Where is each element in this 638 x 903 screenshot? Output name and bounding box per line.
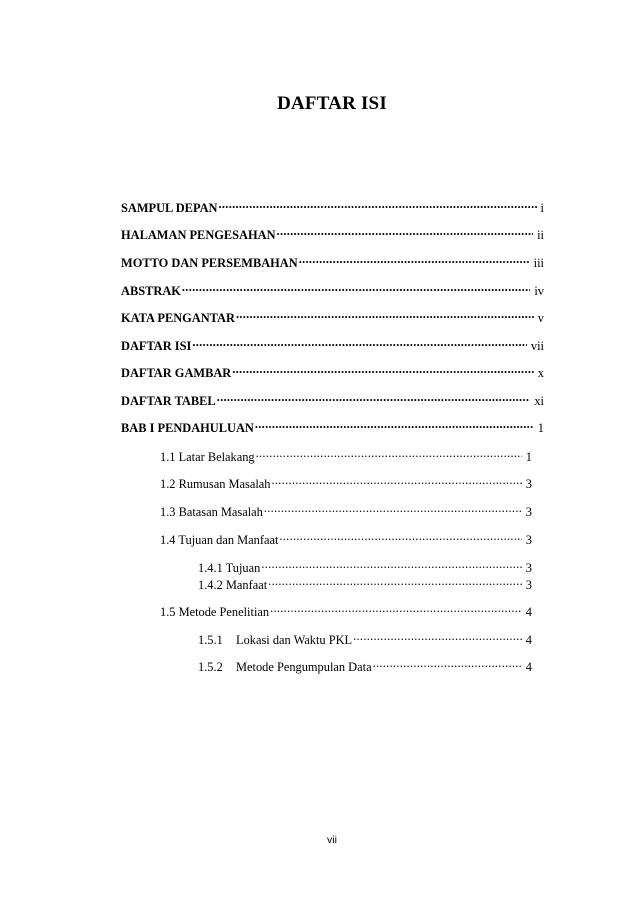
toc-entry-daftar-gambar[interactable]	[121, 362, 544, 381]
toc-entry-label-group	[198, 633, 352, 648]
dot-leader	[373, 656, 522, 671]
toc-entry-page: 4	[525, 633, 532, 647]
toc-entry-motto[interactable]	[121, 252, 544, 271]
toc-entry-page: 3	[525, 578, 532, 592]
toc-entry-1-4[interactable]	[160, 529, 532, 548]
toc-entry-number: 1.5.2	[198, 660, 223, 674]
dot-leader	[192, 335, 527, 350]
toc-entry-label: 1.5 Metode Penelitian	[160, 605, 270, 619]
toc-entry-daftar-isi[interactable]	[121, 335, 544, 354]
dot-leader	[268, 574, 522, 589]
page-title: DAFTAR ISI	[277, 93, 387, 114]
toc-entry-daftar-tabel[interactable]	[121, 390, 544, 409]
toc-entry-label: DAFTAR GAMBAR	[121, 366, 232, 380]
dot-leader	[219, 197, 537, 212]
toc-entry-kata-pengantar[interactable]	[121, 307, 544, 326]
dot-leader	[271, 473, 521, 488]
toc-entry-page: xi	[534, 394, 544, 408]
toc-entry-page: 3	[525, 533, 532, 547]
toc-entry-bab-i[interactable]	[121, 417, 544, 436]
toc-entry-label: 1.2 Rumusan Masalah	[160, 477, 271, 491]
toc-entry-label: KATA PENGANTAR	[121, 311, 235, 325]
toc-entry-1-5-2[interactable]	[198, 656, 532, 675]
toc-entry-sampul-depan[interactable]	[121, 197, 544, 216]
toc-entry-page: 3	[525, 505, 532, 519]
toc-entry-label: 1.4 Tujuan dan Manfaat	[160, 533, 279, 547]
toc-entry-page: i	[540, 201, 544, 215]
dot-leader	[353, 629, 522, 644]
toc-entry-1-5[interactable]	[160, 601, 532, 620]
dot-leader	[299, 252, 530, 267]
toc-entry-page: 1	[537, 421, 544, 435]
page-number-footer: vii	[327, 834, 337, 846]
toc-entry-label: BAB I PENDAHULUAN	[121, 421, 254, 435]
toc-entry-number: 1.5.1	[198, 633, 223, 647]
toc-entry-1-4-2[interactable]	[198, 574, 532, 593]
toc-entry-label: 1.1 Latar Belakang	[160, 450, 255, 464]
toc-entry-page: x	[537, 366, 544, 380]
toc-entry-page: 4	[525, 605, 532, 619]
toc-entry-label: Metode Pengumpulan Data	[236, 660, 372, 674]
toc-entry-page: 3	[525, 561, 532, 575]
toc-entry-label: 1.4.1 Tujuan	[198, 561, 261, 575]
dot-leader	[182, 280, 530, 295]
toc-entry-label-group	[198, 660, 372, 675]
toc-entry-label: 1.3 Batasan Masalah	[160, 505, 263, 519]
dot-leader	[255, 417, 534, 432]
toc-entry-page: ii	[537, 228, 544, 242]
toc-entry-label: Lokasi dan Waktu PKL	[236, 633, 353, 647]
toc-entry-page: v	[537, 311, 544, 325]
dot-leader	[236, 307, 534, 322]
dot-leader	[270, 601, 522, 616]
toc-entry-page: iii	[533, 256, 544, 270]
toc-entry-1-2[interactable]	[160, 473, 532, 492]
toc-entry-page: 3	[525, 477, 532, 491]
dot-leader	[256, 446, 522, 461]
toc-entry-label: 1.4.2 Manfaat	[198, 578, 268, 592]
toc-entry-page: vii	[530, 339, 544, 353]
dot-leader	[264, 501, 522, 516]
toc-entry-label: HALAMAN PENGESAHAN	[121, 228, 276, 242]
toc-entry-page: 1	[525, 450, 532, 464]
dot-leader	[232, 362, 534, 377]
toc-entry-label: DAFTAR ISI	[121, 339, 192, 353]
toc-entry-1-1[interactable]	[160, 446, 532, 465]
dot-leader	[261, 557, 521, 572]
dot-leader	[279, 529, 521, 544]
toc-entry-halaman-pengesahan[interactable]	[121, 224, 544, 243]
toc-entry-label: MOTTO DAN PERSEMBAHAN	[121, 256, 298, 270]
toc-entry-1-3[interactable]	[160, 501, 532, 520]
toc-entry-label: SAMPUL DEPAN	[121, 201, 218, 215]
toc-entry-label: ABSTRAK	[121, 284, 181, 298]
toc-entry-page: 4	[525, 660, 532, 674]
toc-entry-label: DAFTAR TABEL	[121, 394, 216, 408]
toc-entry-abstrak[interactable]	[121, 280, 544, 299]
dot-leader	[217, 390, 531, 405]
dot-leader	[277, 224, 534, 239]
toc-entry-page: iv	[534, 284, 544, 298]
toc-entry-1-5-1[interactable]	[198, 629, 532, 648]
